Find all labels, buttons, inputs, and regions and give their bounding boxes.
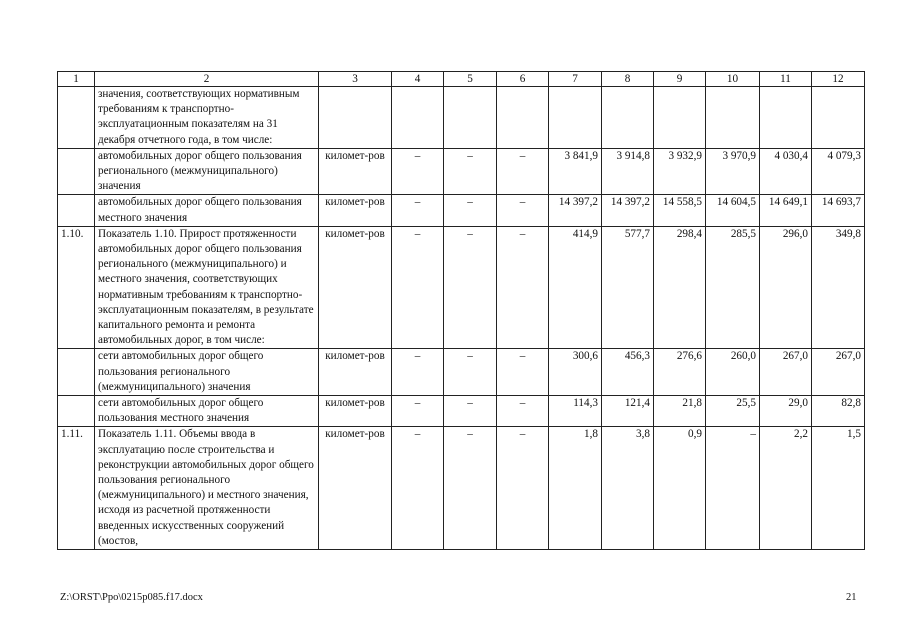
value-cell: 296,0 xyxy=(760,226,812,349)
value-cell: – xyxy=(392,148,444,195)
table-row xyxy=(58,349,865,396)
value-cell: 114,3 xyxy=(549,396,602,427)
value-cell: 29,0 xyxy=(760,396,812,427)
value-cell xyxy=(444,87,497,149)
page-number: 21 xyxy=(846,592,857,603)
value-cell: 21,8 xyxy=(654,396,706,427)
value-cell: 276,6 xyxy=(654,349,706,396)
value-cell: 3 932,9 xyxy=(654,148,706,195)
unit-cell: километ-ров xyxy=(319,195,392,226)
value-cell: 3 914,8 xyxy=(602,148,654,195)
indicator-name: сети автомобильных дорог общего пользования местного значения xyxy=(95,396,319,427)
table-row xyxy=(58,148,865,195)
unit-cell: километ-ров xyxy=(319,427,392,550)
column-number: 3 xyxy=(319,72,392,87)
value-cell xyxy=(392,87,444,149)
value-cell: 25,5 xyxy=(706,396,760,427)
value-cell: 14 693,7 xyxy=(812,195,865,226)
value-cell: 267,0 xyxy=(760,349,812,396)
value-cell: – xyxy=(444,226,497,349)
value-cell xyxy=(654,87,706,149)
value-cell: 267,0 xyxy=(812,349,865,396)
value-cell: – xyxy=(444,396,497,427)
value-cell: – xyxy=(392,195,444,226)
value-cell: – xyxy=(392,349,444,396)
value-cell: – xyxy=(497,148,549,195)
indicators-table xyxy=(57,71,865,550)
value-cell: 14 604,5 xyxy=(706,195,760,226)
value-cell xyxy=(497,87,549,149)
value-cell: 0,9 xyxy=(654,427,706,550)
value-cell: – xyxy=(392,396,444,427)
value-cell: – xyxy=(444,195,497,226)
indicator-number xyxy=(58,148,95,195)
column-number: 7 xyxy=(549,72,602,87)
indicator-number xyxy=(58,349,95,396)
indicator-name: автомобильных дорог общего пользования местного значения xyxy=(95,195,319,226)
table-row xyxy=(58,195,865,226)
value-cell: 4 030,4 xyxy=(760,148,812,195)
indicator-name: значения, соответствующих нормативным требованиям к транспортно-эксплуатационным показателям на 31 декабря отчетного года, в том числе: xyxy=(95,87,319,149)
value-cell xyxy=(760,87,812,149)
column-number: 9 xyxy=(654,72,706,87)
column-number: 4 xyxy=(392,72,444,87)
indicator-name: Показатель 1.11. Объемы ввода в эксплуатацию после строительства и реконструкции автомобильных дорог общего пользования регионального (межмуниципального) и местного значения, исходя из расчетной протяженности введенных искусственных сооружений (мостов, xyxy=(95,427,319,550)
value-cell: 577,7 xyxy=(602,226,654,349)
indicator-name: Показатель 1.10. Прирост протяженности автомобильных дорог общего пользования регионального (межмуниципального) и местного значения, соответствующих нормативным требованиям к транспортно-эксплуатационным показателям, в результате капитального ремонта и ремонта автомобильных дорог, в том числе: xyxy=(95,226,319,349)
unit-cell: километ-ров xyxy=(319,396,392,427)
table-row xyxy=(58,87,865,149)
value-cell xyxy=(706,87,760,149)
value-cell: 414,9 xyxy=(549,226,602,349)
value-cell xyxy=(812,87,865,149)
value-cell: 1,5 xyxy=(812,427,865,550)
value-cell: – xyxy=(497,349,549,396)
file-path: Z:\ORST\Ppo\0215p085.f17.docx xyxy=(60,592,203,603)
value-cell: 298,4 xyxy=(654,226,706,349)
value-cell: – xyxy=(497,226,549,349)
table-row xyxy=(58,226,865,349)
table-row xyxy=(58,396,865,427)
value-cell: 285,5 xyxy=(706,226,760,349)
column-number: 10 xyxy=(706,72,760,87)
value-cell: 14 558,5 xyxy=(654,195,706,226)
column-number: 11 xyxy=(760,72,812,87)
column-number: 8 xyxy=(602,72,654,87)
value-cell: 349,8 xyxy=(812,226,865,349)
value-cell: 456,3 xyxy=(602,349,654,396)
value-cell: – xyxy=(497,427,549,550)
indicator-number xyxy=(58,195,95,226)
column-number: 2 xyxy=(95,72,319,87)
unit-cell xyxy=(319,87,392,149)
value-cell: – xyxy=(497,396,549,427)
unit-cell: километ-ров xyxy=(319,226,392,349)
value-cell xyxy=(549,87,602,149)
value-cell: 82,8 xyxy=(812,396,865,427)
value-cell: – xyxy=(444,427,497,550)
indicator-number: 1.10. xyxy=(58,226,95,349)
indicator-number xyxy=(58,396,95,427)
column-number: 6 xyxy=(497,72,549,87)
value-cell: – xyxy=(706,427,760,550)
column-number: 12 xyxy=(812,72,865,87)
indicator-number: 1.11. xyxy=(58,427,95,550)
value-cell: 121,4 xyxy=(602,396,654,427)
value-cell: 260,0 xyxy=(706,349,760,396)
value-cell: 14 397,2 xyxy=(549,195,602,226)
value-cell: – xyxy=(444,148,497,195)
value-cell: 3 970,9 xyxy=(706,148,760,195)
indicator-name: автомобильных дорог общего пользования регионального (межмуниципального) значения xyxy=(95,148,319,195)
value-cell: 2,2 xyxy=(760,427,812,550)
value-cell: 14 649,1 xyxy=(760,195,812,226)
value-cell: 3,8 xyxy=(602,427,654,550)
column-number-row xyxy=(58,72,865,87)
indicator-name: сети автомобильных дорог общего пользования регионального (межмуниципального) значения xyxy=(95,349,319,396)
indicator-number xyxy=(58,87,95,149)
value-cell: 14 397,2 xyxy=(602,195,654,226)
column-number: 1 xyxy=(58,72,95,87)
value-cell: – xyxy=(392,427,444,550)
value-cell: 3 841,9 xyxy=(549,148,602,195)
value-cell: – xyxy=(444,349,497,396)
value-cell: – xyxy=(392,226,444,349)
value-cell: 300,6 xyxy=(549,349,602,396)
column-number: 5 xyxy=(444,72,497,87)
value-cell: 4 079,3 xyxy=(812,148,865,195)
unit-cell: километ-ров xyxy=(319,148,392,195)
value-cell: – xyxy=(497,195,549,226)
unit-cell: километ-ров xyxy=(319,349,392,396)
value-cell xyxy=(602,87,654,149)
table-row xyxy=(58,427,865,550)
value-cell: 1,8 xyxy=(549,427,602,550)
